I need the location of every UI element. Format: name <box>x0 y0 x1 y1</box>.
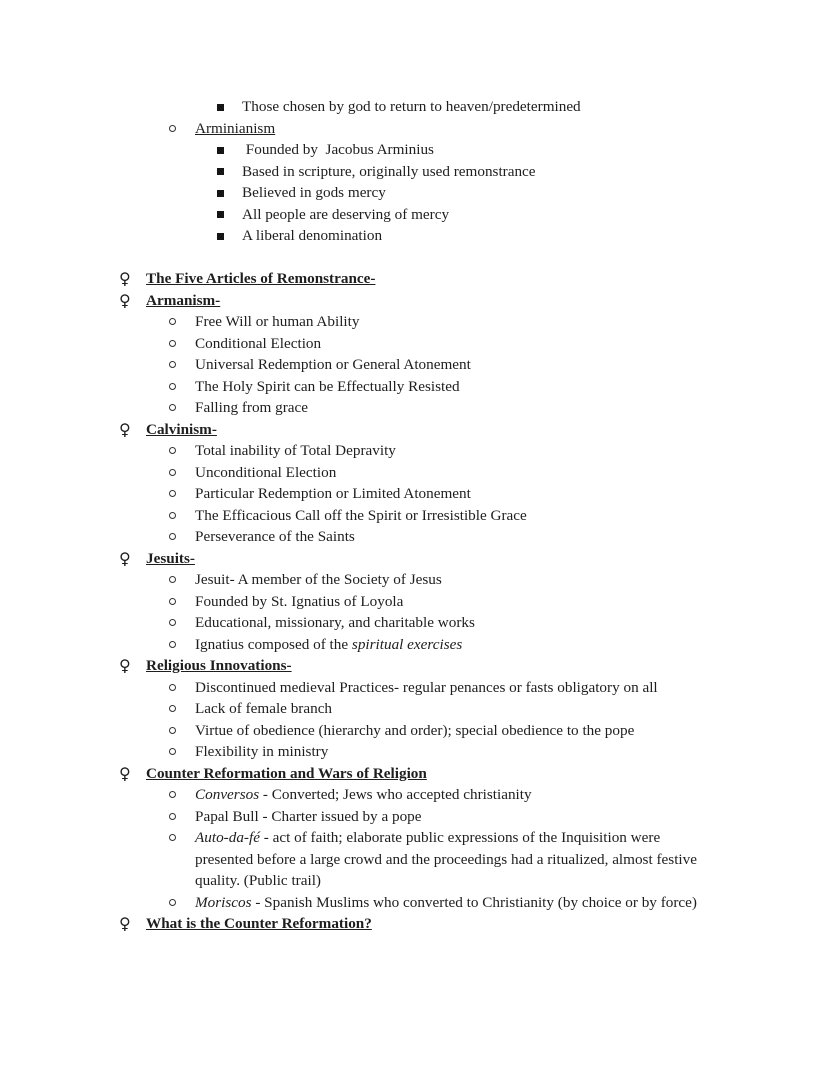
item-text: Auto-da-fé - act of faith; elaborate public expressions of the Inquisition were presented before a large crowd and the proceedings had a ritualized, almost festive quality. (Public trail) <box>195 829 701 889</box>
circle-bullet-icon <box>169 125 176 132</box>
venus-bullet-icon: ♀ <box>119 763 131 783</box>
circle-bullet-icon <box>169 533 176 540</box>
heading-text: Calvinism- <box>146 420 217 438</box>
item-text: Unconditional Election <box>195 463 337 481</box>
circle-bullet-icon <box>169 340 176 347</box>
list-item <box>0 483 708 505</box>
heading-item <box>0 763 708 785</box>
circle-bullet-icon <box>169 512 176 519</box>
list-item <box>0 462 708 484</box>
list-item <box>0 505 708 527</box>
list-item <box>0 784 708 806</box>
heading-item <box>0 548 708 570</box>
item-text: Flexibility in ministry <box>195 743 329 760</box>
circle-bullet-icon <box>169 748 176 755</box>
item-text: Jesuit- A member of the Society of Jesus <box>195 571 442 588</box>
circle-bullet-icon <box>169 619 176 626</box>
heading-item <box>0 419 708 441</box>
item-text: Conditional Election <box>195 334 322 352</box>
circle-bullet-icon <box>169 447 176 454</box>
heading-item <box>0 655 708 677</box>
item-text: Founded by St. Ignatius of Loyola <box>195 592 404 610</box>
circle-bullet-icon <box>169 705 176 712</box>
item-text: Founded by Jacobus Arminius <box>242 141 434 158</box>
heading-text: What is the Counter Reformation? <box>146 915 372 932</box>
item-text: The Efficacious Call off the Spirit or Irresistible Grace <box>195 506 527 524</box>
venus-bullet-icon: ♀ <box>119 914 131 933</box>
square-bullet-icon <box>217 233 224 240</box>
item-text: Papal Bull - Charter issued by a pope <box>195 807 422 825</box>
venus-bullet-icon: ♀ <box>119 419 131 439</box>
list-item <box>0 204 708 226</box>
circle-bullet-icon <box>169 598 176 605</box>
item-text: Discontinued medieval Practices- regular penances or fasts obligatory on all <box>195 678 658 696</box>
list-item <box>0 827 708 892</box>
circle-bullet-icon <box>169 490 176 497</box>
circle-bullet-icon <box>169 834 176 841</box>
heading-item <box>0 913 708 935</box>
list-item <box>0 569 708 591</box>
circle-bullet-icon <box>169 684 176 691</box>
circle-bullet-icon <box>169 404 176 411</box>
item-text: All people are deserving of mercy <box>242 205 450 223</box>
item-text: Free Will or human Ability <box>195 313 360 330</box>
square-bullet-icon <box>217 104 224 111</box>
list-item <box>0 806 708 828</box>
list-item <box>0 139 708 161</box>
list-item <box>0 526 708 548</box>
item-text: Conversos - Converted; Jews who accepted christianity <box>195 786 532 803</box>
venus-bullet-icon: ♀ <box>119 656 131 675</box>
list-item <box>0 225 708 247</box>
venus-bullet-icon: ♀ <box>119 548 131 568</box>
list-item <box>0 591 708 613</box>
list-item <box>0 634 708 656</box>
list-item <box>0 118 708 140</box>
list-item <box>0 96 708 118</box>
circle-bullet-icon <box>169 318 176 325</box>
square-bullet-icon <box>217 147 224 154</box>
list-item <box>0 397 708 419</box>
circle-bullet-icon <box>169 469 176 476</box>
list-item <box>0 354 708 376</box>
list-item <box>0 698 708 720</box>
item-text: Particular Redemption or Limited Atonement <box>195 485 471 502</box>
list-item <box>0 720 708 742</box>
item-text: Virtue of obedience (hierarchy and order); special obedience to the pope <box>195 721 635 739</box>
list-item <box>0 612 708 634</box>
item-text: Total inability of Total Depravity <box>195 442 396 459</box>
circle-bullet-icon <box>169 641 176 648</box>
list-item <box>0 440 708 462</box>
circle-bullet-icon <box>169 813 176 820</box>
list-item <box>0 677 708 699</box>
heading-text: Jesuits- <box>146 549 195 567</box>
item-text: The Holy Spirit can be Effectually Resisted <box>195 377 460 395</box>
heading-text: Counter Reformation and Wars of Religion <box>146 764 427 782</box>
heading-item <box>0 290 708 312</box>
venus-bullet-icon: ♀ <box>119 269 131 288</box>
item-text: Moriscos - Spanish Muslims who converted to Christianity (by choice or by force) <box>195 893 697 911</box>
blank-line <box>0 247 708 269</box>
square-bullet-icon <box>217 211 224 218</box>
heading-text: The Five Articles of Remonstrance- <box>146 270 376 287</box>
item-text: Universal Redemption or General Atonement <box>195 356 471 373</box>
item-text: Ignatius composed of the spiritual exercises <box>195 635 463 653</box>
item-text: Falling from grace <box>195 399 309 416</box>
circle-bullet-icon <box>169 361 176 368</box>
item-text: Perseverance of the Saints <box>195 528 355 545</box>
list-item <box>0 376 708 398</box>
item-text: Based in scripture, originally used remonstrance <box>242 162 536 180</box>
square-bullet-icon <box>217 190 224 197</box>
list-item <box>0 161 708 183</box>
circle-bullet-icon <box>169 899 176 906</box>
heading-text: Armanism- <box>146 291 221 309</box>
list-item <box>0 333 708 355</box>
circle-bullet-icon <box>169 576 176 583</box>
item-text: A liberal denomination <box>242 227 383 244</box>
item-text: Those chosen by god to return to heaven/predetermined <box>242 98 581 115</box>
item-text: Educational, missionary, and charitable works <box>195 614 475 631</box>
item-text: Lack of female branch <box>195 700 333 717</box>
item-text: Arminianism <box>195 119 276 137</box>
list-item <box>0 741 708 763</box>
circle-bullet-icon <box>169 383 176 390</box>
square-bullet-icon <box>217 168 224 175</box>
list-item <box>0 311 708 333</box>
venus-bullet-icon: ♀ <box>119 290 131 310</box>
circle-bullet-icon <box>169 791 176 798</box>
list-item <box>0 182 708 204</box>
heading-item <box>0 268 708 290</box>
heading-text: Religious Innovations- <box>146 657 292 674</box>
circle-bullet-icon <box>169 727 176 734</box>
item-text: Believed in gods mercy <box>242 184 386 201</box>
list-item <box>0 892 708 914</box>
